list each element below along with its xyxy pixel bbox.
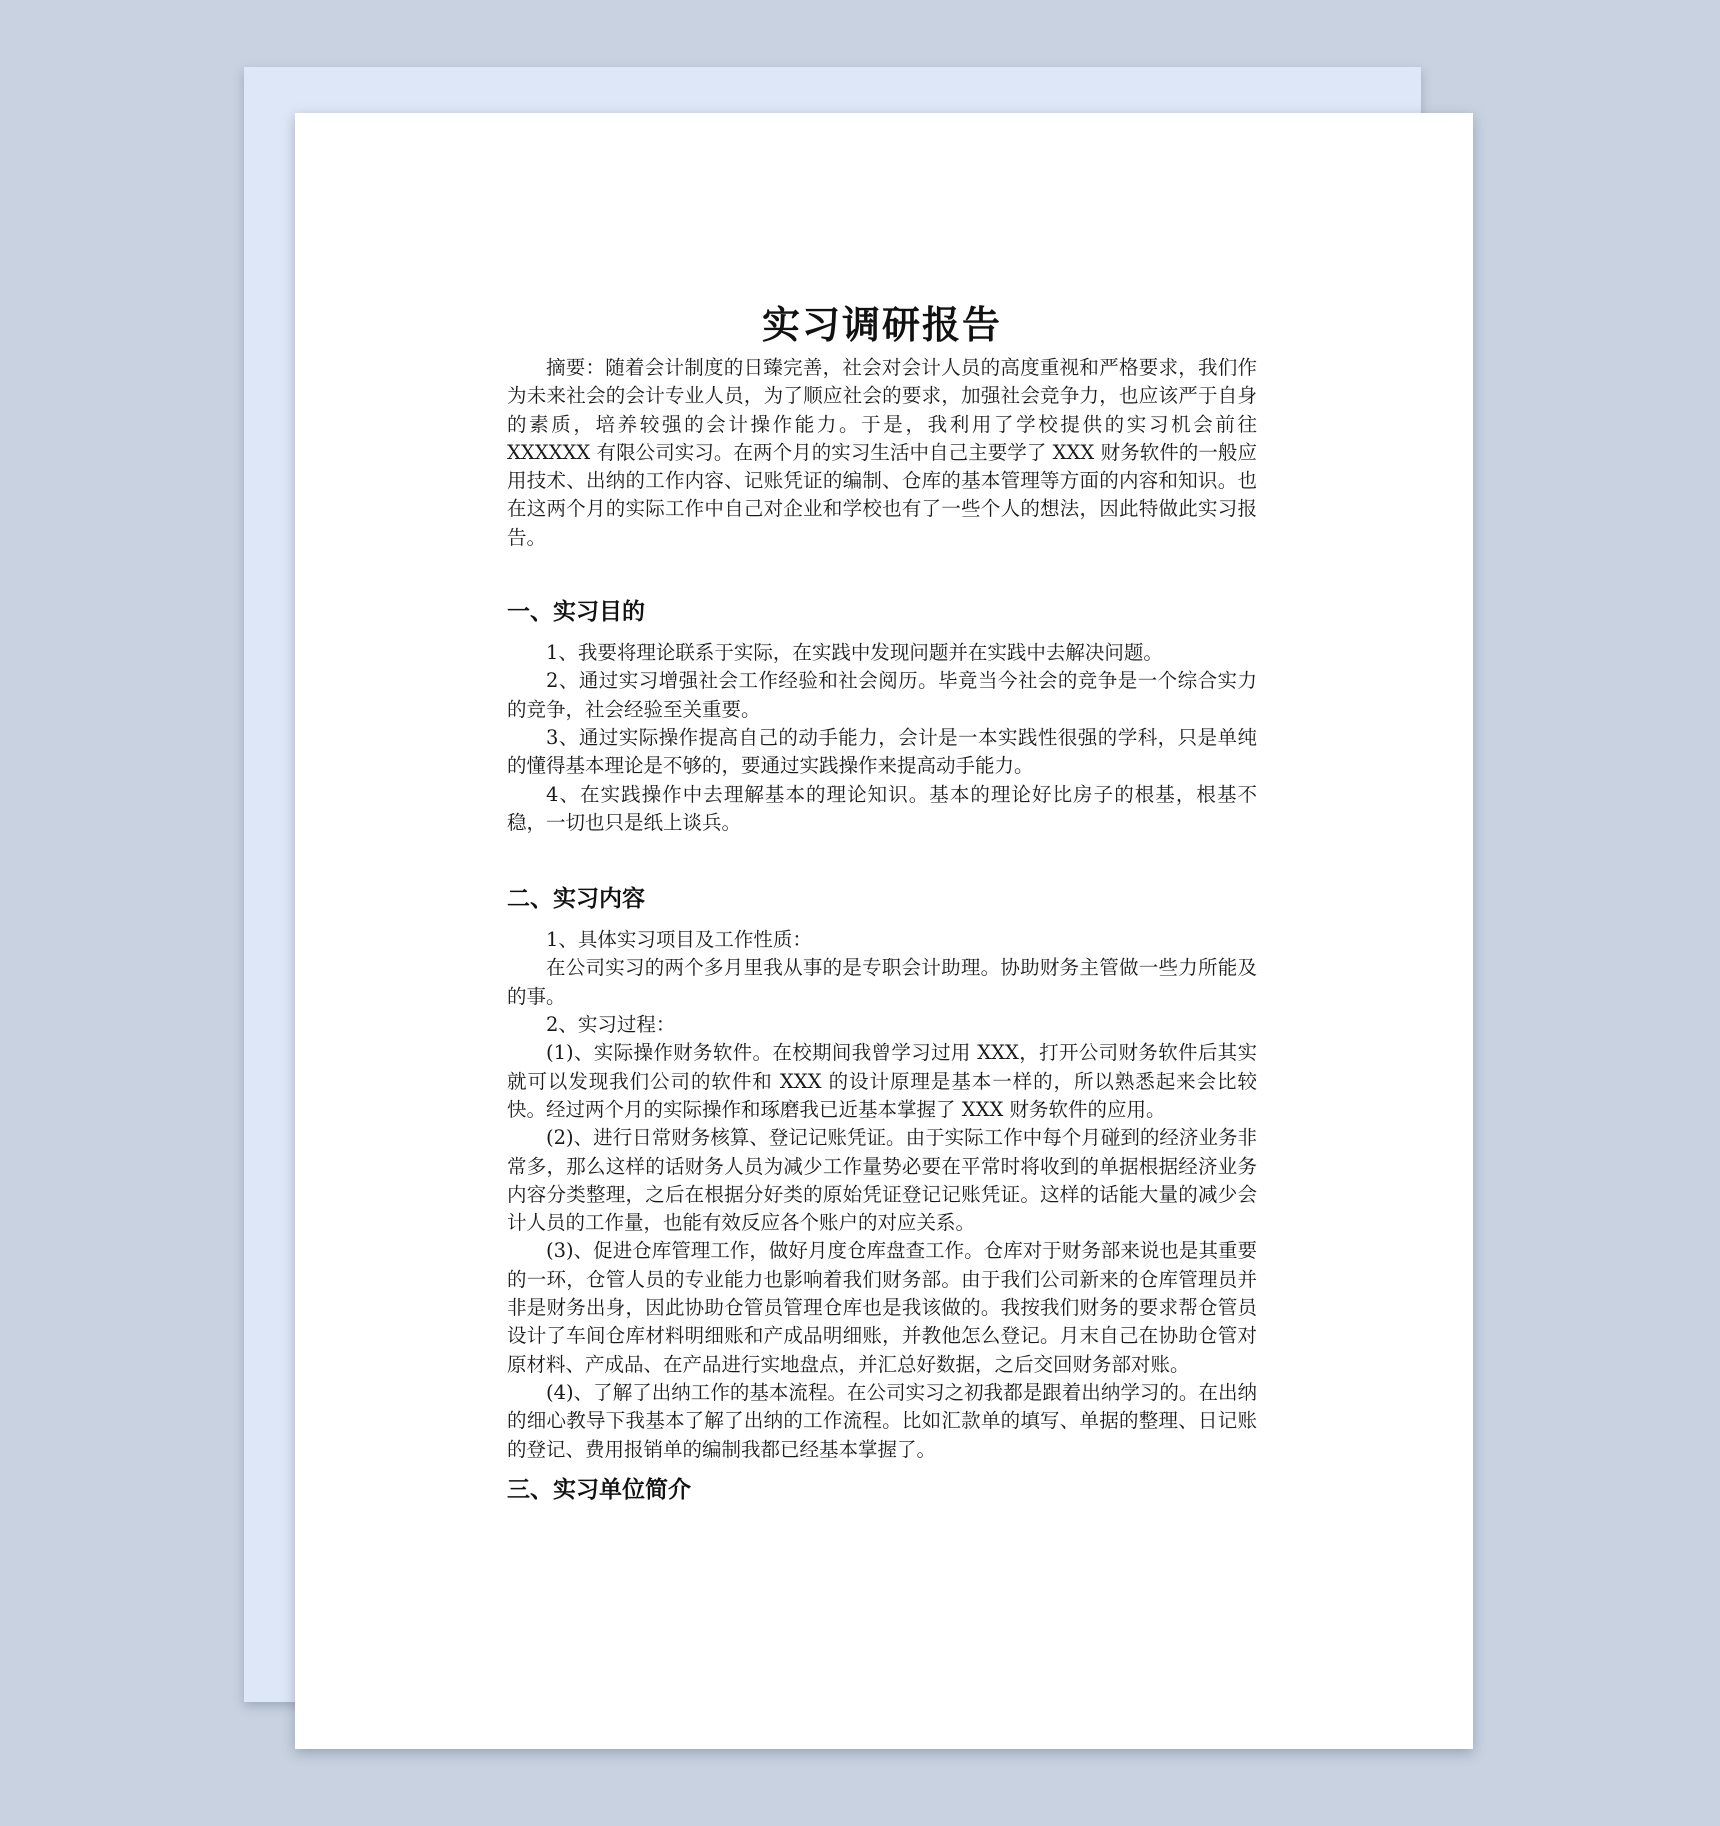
section-heading-unit-intro: 三、实习单位简介 [507, 1475, 691, 1503]
content-item-3: 2、实习过程： [546, 1013, 676, 1037]
purpose-item-1: 1、我要将理论联系于实际，在实践中发现问题并在实践中去解决问题。 [546, 641, 1163, 665]
content-item-7: (4)、了解了出纳工作的基本流程。在公司实习之初我都是跟着出纳学习的。在出纳的细心教导下我基本了解了出纳的工作流程。比如汇款单的填写、单据的整理、日记账的登记、费用报销单的编制我都已经基本掌握了。 [507, 1380, 1257, 1461]
section-heading-content: 二、实习内容 [507, 885, 645, 913]
content-item-1: 1、具体实习项目及工作性质： [546, 928, 812, 952]
abstract-paragraph: 摘要：随着会计制度的日臻完善，社会对会计人员的高度重视和严格要求，我们作为未来社会的会计专业人员，为了顺应社会的要求，加强社会竞争力，也应该严于自身的素质，培养较强的会计操作能力。于是，我利用了学校提供的实习机会前往 XXXXXX 有限公司实习。在两个月的实习生活中自己主要学了 XXX 财务软件的一般应用技术、出纳的工作内容、记账凭证的编制、仓库的基本管理等方面的内容和知识。也在这两个月的实际工作中自己对企业和学校也有了一些个人的想法，因此特做此实习报告。 [507, 356, 1257, 549]
purpose-item-3: 3、通过实际操作提高自己的动手能力，会计是一本实践性很强的学科，只是单纯的懂得基本理论是不够的，要通过实践操作来提高动手能力。 [507, 725, 1257, 778]
content-item-5: (2)、进行日常财务核算、登记记账凭证。由于实际工作中每个月碰到的经济业务非常多，那么这样的话财务人员为减少工作量势必要在平常时将收到的单据根据经济业务内容分类整理，之后在根据分好类的原始凭证登记记账凭证。这样的话能大量的减少会计人员的工作量，也能有效反应各个账户的对应关系。 [507, 1126, 1257, 1235]
purpose-item-4: 4、在实践操作中去理解基本的理论知识。基本的理论好比房子的根基，根基不稳，一切也只是纸上谈兵。 [507, 782, 1257, 834]
document-title: 实习调研报告 [761, 303, 1002, 347]
section-heading-purpose: 一、实习目的 [507, 598, 645, 626]
front-page-sheet [295, 113, 1473, 1749]
purpose-item-2: 2、通过实习增强社会工作经验和社会阅历。毕竟当今社会的竞争是一个综合实力的竞争，社会经验至关重要。 [507, 669, 1257, 721]
document-body [507, 299, 1257, 1505]
content-item-6: (3)、促进仓库管理工作，做好月度仓库盘查工作。仓库对于财务部来说也是其重要的一环，仓管人员的专业能力也影响着我们财务部。由于我们公司新来的仓库管理员并非是财务出身，因此协助仓管员管理仓库也是我该做的。我按我们财务的要求帮仓管员设计了车间仓库材料明细账和产成品明细账，并教他怎么登记。月末自己在协助仓管对原材料、产成品、在产品进行实地盘点，并汇总好数据，之后交回财务部对账。 [507, 1239, 1257, 1376]
content-item-4: (1)、实际操作财务软件。在校期间我曾学习过用 XXX，打开公司财务软件后其实就可以发现我们公司的软件和 XXX 的设计原理是基本一样的，所以熟悉起来会比较快。经过两个月的实际操作和琢磨我已近基本掌握了 XXX 财务软件的应用。 [507, 1041, 1257, 1121]
content-item-2: 在公司实习的两个多月里我从事的是专职会计助理。协助财务主管做一些力所能及的事。 [507, 956, 1257, 1008]
